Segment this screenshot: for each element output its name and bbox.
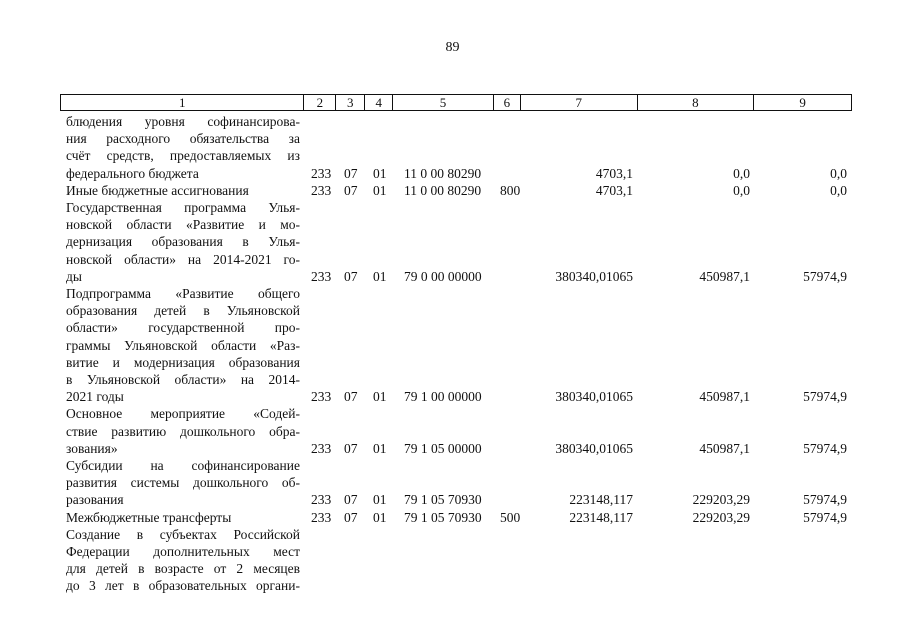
- section-code: 07: [344, 492, 358, 508]
- row-name-line: Государственная программа Улья-: [66, 199, 300, 215]
- amount-col-8: 450987,1: [699, 268, 750, 284]
- amount-col-7: 380340,01065: [555, 440, 633, 456]
- header-col-3: 3: [336, 95, 365, 110]
- table-header-row: [60, 94, 852, 111]
- table-row: [0, 405, 905, 457]
- row-name-line: Субсидии на софинансирование: [66, 457, 300, 473]
- header-col-5: 5: [393, 95, 494, 110]
- row-name-line: новской области «Развитие и мо-: [66, 217, 300, 233]
- row-name-line: Межбюджетные трансферты: [66, 509, 232, 525]
- target-article: 79 1 05 70930: [404, 509, 482, 525]
- target-article: 11 0 00 80290: [404, 182, 482, 198]
- row-name-line: витие и модернизация образования: [66, 354, 300, 370]
- row-name-line: образования детей в Ульяновской: [66, 303, 300, 319]
- section-code: 07: [344, 268, 358, 284]
- table-row: [0, 509, 905, 526]
- header-col-9: 9: [799, 95, 806, 110]
- row-name-line: Создание в субъектах Российской: [66, 526, 300, 542]
- section-code: 07: [344, 165, 358, 181]
- amount-col-9: 57974,9: [803, 389, 847, 405]
- amount-col-9: 57974,9: [803, 492, 847, 508]
- header-col-2: 2: [304, 95, 336, 110]
- row-name-line: разования: [66, 492, 124, 508]
- row-name-line: развития системы дошкольного об-: [66, 475, 300, 491]
- row-name: [66, 405, 300, 457]
- row-name-line: новской области» на 2014-2021 го-: [66, 251, 300, 267]
- subsection-code: 01: [373, 440, 387, 456]
- budget-code: 233: [311, 440, 332, 456]
- target-article: 79 1 00 00000: [404, 389, 482, 405]
- amount-col-8: 0,0: [733, 165, 750, 181]
- target-article: 79 0 00 00000: [404, 268, 482, 284]
- subsection-code: 01: [373, 389, 387, 405]
- table-body: [0, 113, 905, 595]
- target-article: 11 0 00 80290: [404, 165, 482, 181]
- row-name-line: граммы Ульяновской области «Раз-: [66, 337, 300, 353]
- row-name: [66, 509, 300, 526]
- subsection-code: 01: [373, 492, 387, 508]
- amount-col-9: 57974,9: [803, 509, 847, 525]
- amount-col-7: 4703,1: [595, 182, 633, 198]
- budget-code: 233: [311, 182, 332, 198]
- row-name-line: области» государственной про-: [66, 320, 300, 336]
- expense-type: 800: [500, 182, 521, 198]
- amount-col-7: 380340,01065: [555, 389, 633, 405]
- table-row: [0, 113, 905, 182]
- target-article: 79 1 05 70930: [404, 492, 482, 508]
- header-col-6: 6: [494, 95, 521, 110]
- amount-col-9: 0,0: [830, 165, 847, 181]
- row-name: [66, 182, 300, 199]
- row-name-line: ния расходного обязательства за: [66, 131, 300, 147]
- section-code: 07: [344, 509, 358, 525]
- amount-col-9: 57974,9: [803, 440, 847, 456]
- row-name-line: ствие развитию дошкольного обра-: [66, 423, 300, 439]
- row-name-line: федерального бюджета: [66, 165, 199, 181]
- row-name: [66, 113, 300, 182]
- table-row: [0, 285, 905, 405]
- row-name-line: ды: [66, 268, 82, 284]
- subsection-code: 01: [373, 165, 387, 181]
- row-name-line: Основное мероприятие «Содей-: [66, 406, 300, 422]
- amount-col-8: 0,0: [733, 182, 750, 198]
- budget-code: 233: [311, 389, 332, 405]
- row-name-line: счёт средств, предоставляемых из: [66, 148, 300, 164]
- amount-col-7: 4703,1: [595, 165, 633, 181]
- header-col-8: 8: [638, 95, 755, 110]
- budget-code: 233: [311, 509, 332, 525]
- subsection-code: 01: [373, 182, 387, 198]
- amount-col-8: 229203,29: [692, 509, 750, 525]
- amount-col-7: 380340,01065: [555, 268, 633, 284]
- budget-code: 233: [311, 492, 332, 508]
- amount-col-9: 57974,9: [803, 268, 847, 284]
- table-row: [0, 457, 905, 509]
- page-number: 89: [445, 40, 460, 55]
- budget-code: 233: [311, 165, 332, 181]
- header-col-7: 7: [521, 95, 638, 110]
- amount-col-8: 450987,1: [699, 440, 750, 456]
- header-col-4: 4: [365, 95, 393, 110]
- amount-col-9: 0,0: [830, 182, 847, 198]
- section-code: 07: [344, 389, 358, 405]
- row-name-line: Федерации дополнительных мест: [66, 543, 300, 559]
- row-name-line: до 3 лет в образовательных органи-: [66, 578, 300, 594]
- amount-col-8: 229203,29: [692, 492, 750, 508]
- subsection-code: 01: [373, 509, 387, 525]
- row-name-line: блюдения уровня софинансирова-: [66, 114, 300, 129]
- row-name: [66, 285, 300, 405]
- row-name-line: 2021 годы: [66, 389, 124, 405]
- budget-code: 233: [311, 268, 332, 284]
- expense-type: 500: [500, 509, 521, 525]
- header-col-1: 1: [61, 95, 304, 110]
- row-name-line: зования»: [66, 440, 118, 456]
- table-row: [0, 199, 905, 285]
- section-code: 07: [344, 182, 358, 198]
- row-name: [66, 457, 300, 509]
- section-code: 07: [344, 440, 358, 456]
- row-name-line: Подпрограмма «Развитие общего: [66, 285, 300, 301]
- amount-col-7: 223148,117: [569, 509, 633, 525]
- table-row: [0, 526, 905, 595]
- row-name: [66, 526, 300, 595]
- row-name-line: в Ульяновской области» на 2014-: [66, 372, 300, 387]
- row-name-line: для детей в возрасте от 2 месяцев: [66, 561, 300, 577]
- subsection-code: 01: [373, 268, 387, 284]
- table-row: [0, 182, 905, 199]
- row-name-line: дернизация образования в Улья-: [66, 234, 300, 250]
- target-article: 79 1 05 00000: [404, 440, 482, 456]
- row-name-line: Иные бюджетные ассигнования: [66, 182, 249, 198]
- row-name: [66, 199, 300, 285]
- amount-col-8: 450987,1: [699, 389, 750, 405]
- amount-col-7: 223148,117: [569, 492, 633, 508]
